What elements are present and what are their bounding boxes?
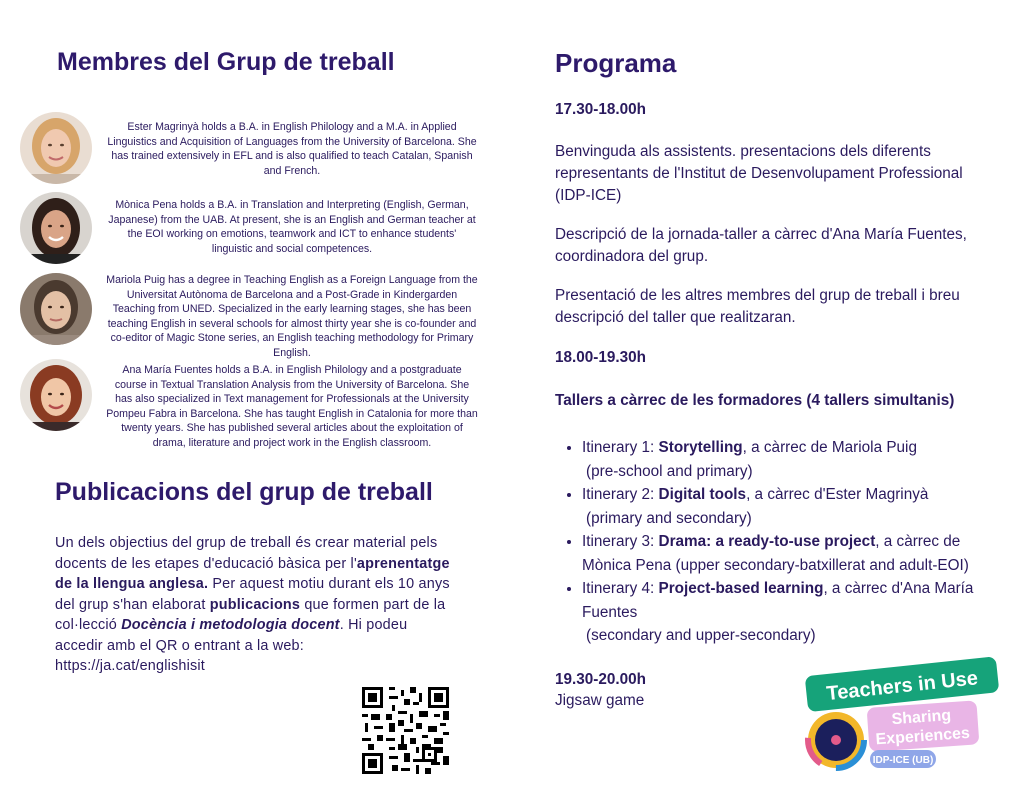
list-item: • Itinerary 4: Project-based learning, a càrrec d'Ana María Fuentes (secondary and upper-secondary) <box>582 577 1012 648</box>
teachers-in-use-logo <box>804 656 1004 771</box>
description-text: Descripció de la jornada-taller a càrrec d'Ana María Fuentes, coordinadora del grup. <box>555 226 967 265</box>
itinerary-list <box>566 436 1012 648</box>
list-item: • Itinerary 2: Digital tools, a càrrec d'Ester Magrinyà (primary and secondary) <box>582 483 1012 530</box>
member-card <box>20 359 480 449</box>
members-title: Membres del Grup de treball <box>57 48 395 76</box>
member-card <box>20 112 480 188</box>
publications-title: Publicacions del grup de treball <box>55 478 433 506</box>
member-card <box>20 273 480 359</box>
avatar-ester <box>20 112 92 184</box>
avatar-ana <box>20 359 92 431</box>
program-title: Programa <box>555 48 677 78</box>
time-slot-1: 17.30-18.00h <box>555 101 646 118</box>
list-item: • Itinerary 1: Storytelling, a càrrec de Mariola Puig (pre-school and primary) <box>582 436 1012 483</box>
members-presentation-text: Presentació de les altres membres del grup de treball i breu descripció del taller que realitzaran. <box>555 287 960 326</box>
svg-text:Experiences: Experiences <box>875 724 971 749</box>
workshops-heading: Tallers a càrrec de les formadores (4 tallers simultanis) <box>555 392 955 409</box>
svg-text:IDP-ICE (UB): IDP-ICE (UB) <box>872 755 934 766</box>
publications-body: Un dels objectius del grup de treball és crear material pels docents de les etapes d'educació bàsica per l'aprenentatge de la llengua anglesa. Per aquest motiu durant els 10 anys del grup s'han elaborat publicacions que formen part de la col·lecció Docència i metodologia docent. Hi podeu accedir amb el QR o entrant a la web: https://ja.cat/englishisit <box>55 535 450 674</box>
member-bio: Ana María Fuentes holds a B.A. in English Philology and a postgraduate course in Textual Translation Analysis from the University of Barcelona. She has also specialized in Text management for Professionals at the University Pompeu Fabra in Barcelona. She has taught English in Catalonia for more than twenty years. She has published several articles about the exploitation of drama, literature and project work in the English classroom. <box>106 364 478 449</box>
avatar-mariola <box>20 273 92 345</box>
avatar-monica <box>20 192 92 264</box>
member-bio: Mariola Puig has a degree in Teaching English as a Foreign Language from the Universitat Autònoma de Barcelona and a Post-Grade in Kindergarden Teaching from UNED. Specialized in the early learning stages, she has been teaching English in several schools for almost thirty year she is co-founder and co-editor of Magic Stone series, an English teaching methodology for Primary English. <box>106 274 478 359</box>
time-slot-3: 19.30-20.00h <box>555 671 646 688</box>
member-bio: Mònica Pena holds a B.A. in Translation and Interpreting (English, German, Japanese) from the UAB. At present, she is an English and German teacher at the EOI working on emotions, teamwork and ICT to enhance students' linguistic and social competences. <box>108 199 476 255</box>
member-card <box>20 192 480 268</box>
svg-text:Sharing: Sharing <box>891 707 952 729</box>
member-bio: Ester Magrinyà holds a B.A. in English Philology and a M.A. in Applied Linguistics and Acquisition of Languages from the University of Barcelona. She has trained extensively in EFL and is also qualified to teach Catalan, Spanish and French. <box>107 121 477 177</box>
list-item: • Itinerary 3: Drama: a ready-to-use project, a càrrec de Mònica Pena (upper secondary-batxillerat and adult-EOI) <box>582 530 1012 577</box>
svg-text:Teachers in Use: Teachers in Use <box>825 667 979 706</box>
jigsaw-text: Jigsaw game <box>555 692 645 709</box>
time-slot-2: 18.00-19.30h <box>555 349 646 366</box>
welcome-text: Benvinguda als assistents. presentacions dels diferents representants de l'Institut de Desenvolupament Professional (IDP-ICE) <box>555 143 963 204</box>
qr-code[interactable] <box>362 687 449 774</box>
